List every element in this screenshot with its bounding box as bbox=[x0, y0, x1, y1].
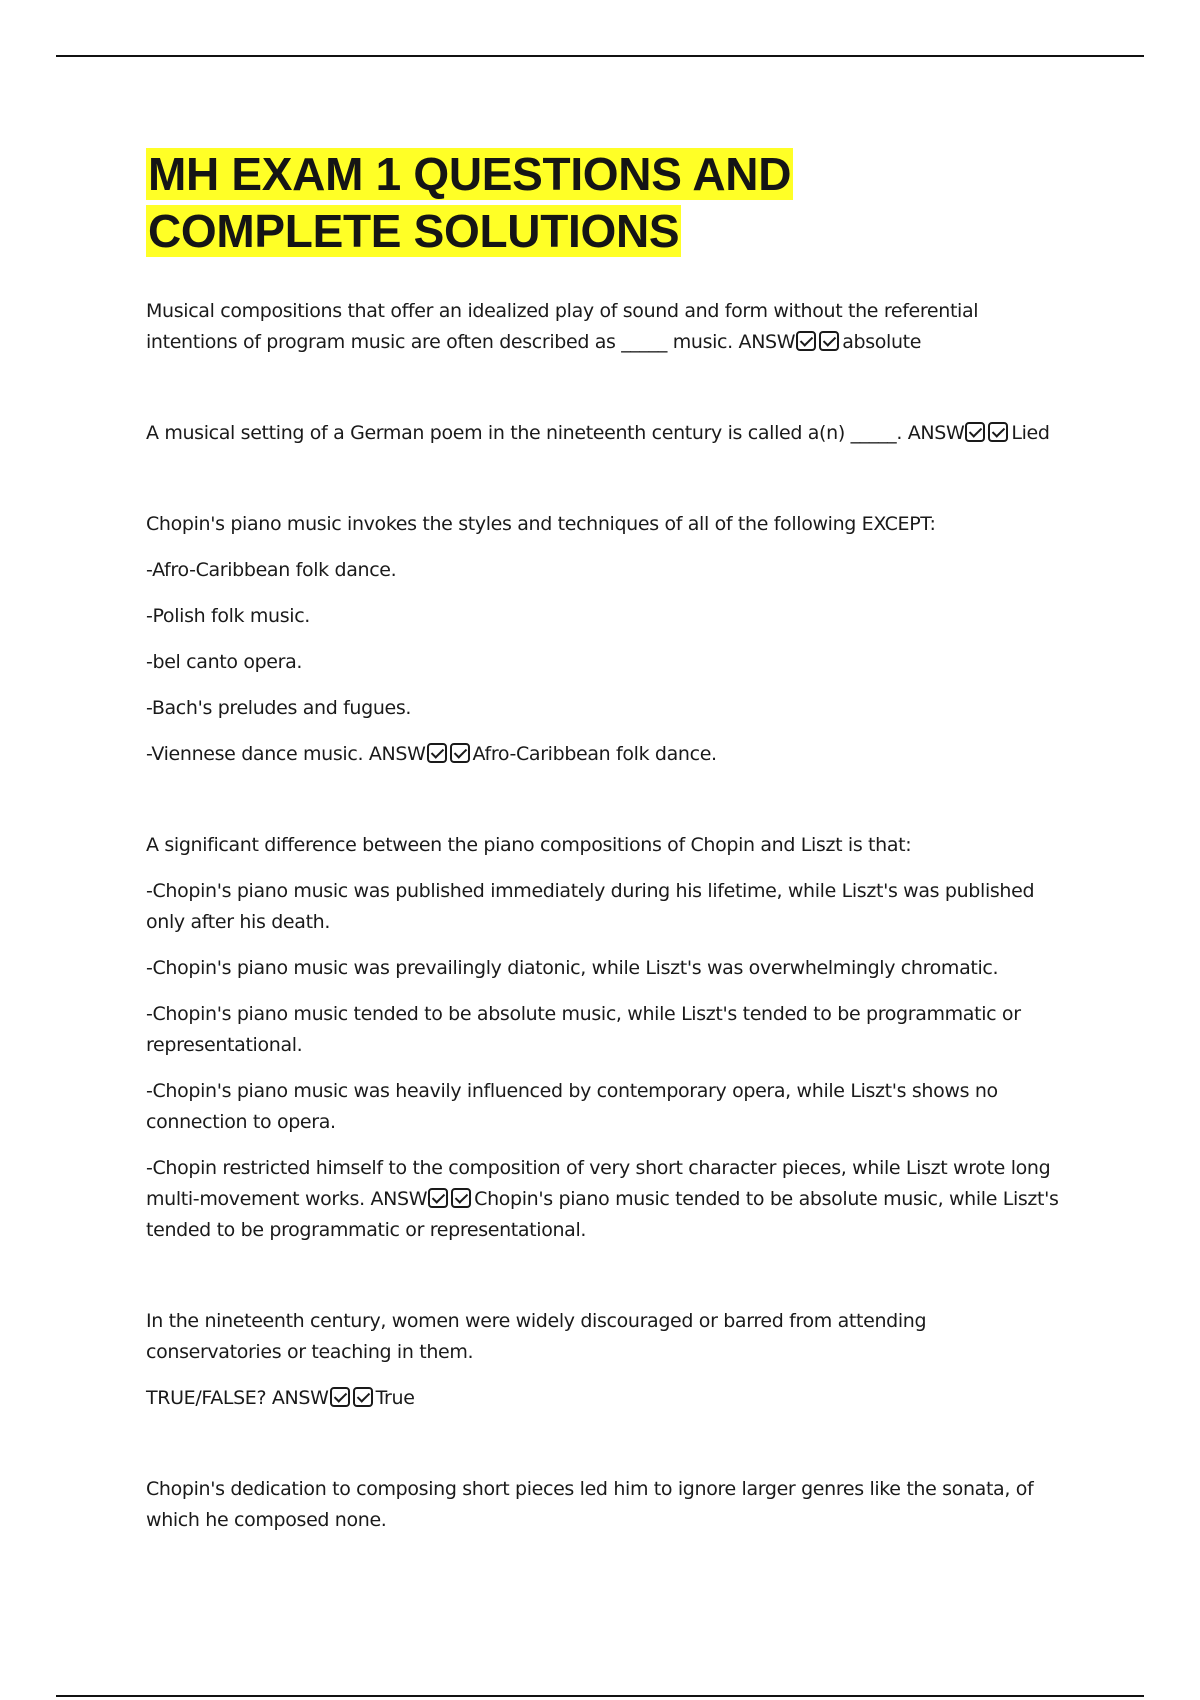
qa-item bbox=[146, 296, 1066, 358]
option-text: -Afro-Caribbean folk dance. bbox=[146, 559, 397, 581]
qa-item bbox=[146, 830, 1066, 1246]
question-text: Musical compositions that offer an idealized play of sound and form without the referential intentions of program music are often described as _____ music. ANSW absolute bbox=[146, 300, 979, 353]
answer-marker: ANSW bbox=[370, 1188, 428, 1210]
title-line-2: COMPLETE SOLUTIONS bbox=[148, 205, 680, 257]
checkbox-icon bbox=[353, 1387, 373, 1407]
question-text: A significant difference between the piano compositions of Chopin and Liszt is that: bbox=[146, 834, 912, 856]
bottom-rule bbox=[56, 1695, 1144, 1697]
qa-item bbox=[146, 418, 1066, 449]
checkbox-icon bbox=[450, 743, 470, 763]
answer-text: True bbox=[375, 1387, 415, 1409]
option-with-answer: -Viennese dance music. ANSW Afro-Caribbean folk dance. bbox=[146, 743, 717, 765]
answer-marker: ANSW bbox=[271, 1387, 329, 1409]
answer-text: Chopin's piano music tended to be absolute music, while Liszt's tended to be programmatic or representational. bbox=[146, 1188, 1059, 1241]
question-text: Chopin's piano music invokes the styles and techniques of all of the following EXCEPT: bbox=[146, 513, 936, 535]
checkbox-icon bbox=[428, 1188, 448, 1208]
checkbox-icon bbox=[427, 743, 447, 763]
option-text: -Bach's preludes and fugues. bbox=[146, 697, 412, 719]
question-text: In the nineteenth century, women were widely discouraged or barred from attending conservatories or teaching in them. bbox=[146, 1310, 927, 1363]
answer-text: Lied bbox=[1011, 422, 1050, 444]
answer-marker: ANSW bbox=[907, 422, 965, 444]
document-title bbox=[146, 146, 1066, 260]
checkbox-icon bbox=[819, 331, 839, 351]
option-text: -Chopin's piano music was published immediately during his lifetime, while Liszt's was published only after his death. bbox=[146, 880, 1035, 933]
answer-text: absolute bbox=[842, 331, 922, 353]
option-text: -Polish folk music. bbox=[146, 605, 310, 627]
qa-item bbox=[146, 1306, 1066, 1414]
checkbox-icon bbox=[451, 1188, 471, 1208]
option-text: -Chopin's piano music was heavily influenced by contemporary opera, while Liszt's shows no connection to opera. bbox=[146, 1080, 998, 1133]
option-text: -Chopin's piano music tended to be absolute music, while Liszt's tended to be programmatic or representational. bbox=[146, 1003, 1021, 1056]
option-with-answer: -Chopin restricted himself to the composition of very short character pieces, while Liszt wrote long multi-movement works. ANSW Chopin's piano music tended to be absolute music, while Liszt's tended to be programmatic or representational. bbox=[146, 1157, 1059, 1241]
option-text: -Chopin's piano music was prevailingly diatonic, while Liszt's was overwhelmingly chromatic. bbox=[146, 957, 999, 979]
question-text: Chopin's dedication to composing short pieces led him to ignore larger genres like the sonata, of which he composed none. bbox=[146, 1478, 1034, 1531]
title-line-1: MH EXAM 1 QUESTIONS AND bbox=[148, 148, 792, 200]
document-body bbox=[146, 146, 1066, 1551]
checkbox-icon bbox=[988, 422, 1008, 442]
qa-item bbox=[146, 1474, 1066, 1536]
answer-marker: ANSW bbox=[738, 331, 796, 353]
question-text: A musical setting of a German poem in the nineteenth century is called a(n) _____. ANSW Lied bbox=[146, 422, 1050, 444]
prompt-with-answer: TRUE/FALSE? ANSW True bbox=[146, 1387, 415, 1409]
option-text: -bel canto opera. bbox=[146, 651, 303, 673]
answer-marker: ANSW bbox=[368, 743, 426, 765]
checkbox-icon bbox=[330, 1387, 350, 1407]
checkbox-icon bbox=[965, 422, 985, 442]
top-rule bbox=[56, 55, 1144, 57]
checkbox-icon bbox=[796, 331, 816, 351]
qa-item bbox=[146, 509, 1066, 770]
answer-text: Afro-Caribbean folk dance. bbox=[472, 743, 717, 765]
